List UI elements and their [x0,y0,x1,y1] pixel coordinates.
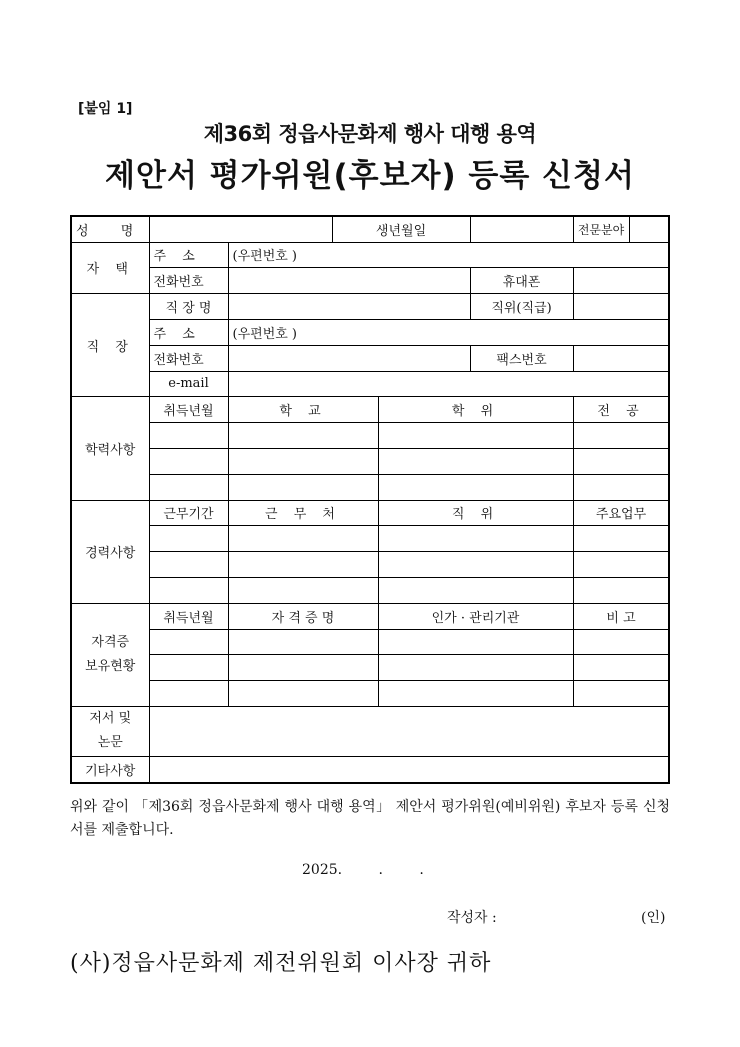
submission-date: 2025. . . [302,862,424,878]
education-cell[interactable] [149,448,228,474]
attachment-label: [붙임 1] [78,101,133,117]
work-phone-field[interactable] [228,345,470,371]
career-cell[interactable] [228,526,378,552]
name-field[interactable] [149,216,332,242]
home-label: 자 택 [71,242,149,294]
other-label: 기타사항 [71,756,149,782]
certificate-cell[interactable] [149,681,228,707]
education-col-degree: 학 위 [378,397,573,423]
recipient-line: (사)정읍사문화제 제전위원회 이사장 귀하 [70,951,492,976]
certificate-col-remarks: 비 고 [573,603,669,629]
position-label: 직위(직급) [470,294,573,320]
certificate-cell[interactable] [573,681,669,707]
career-cell[interactable] [149,552,228,578]
education-cell[interactable] [378,423,573,449]
certificate-label-line2: 보유현황 [85,658,136,674]
mobile-label: 휴대폰 [470,268,573,294]
education-cell[interactable] [378,474,573,500]
education-col-school: 학 교 [228,397,378,423]
certificate-cell[interactable] [378,681,573,707]
home-phone-field[interactable] [228,268,470,294]
email-label: e-mail [149,371,228,397]
work-label: 직 장 [71,294,149,397]
work-phone-label: 전화번호 [149,345,228,371]
career-cell[interactable] [149,526,228,552]
career-cell[interactable] [573,552,669,578]
application-form-table [70,215,670,784]
certificate-cell[interactable] [378,629,573,655]
document-subtitle: 제36회 정읍사문화제 행사 대행 용역 [203,122,537,146]
education-cell[interactable] [149,423,228,449]
career-cell[interactable] [228,577,378,603]
publications-label-line2: 논문 [97,735,123,751]
birth-field[interactable] [470,216,573,242]
home-address-label: 주 소 [149,242,228,268]
education-cell[interactable] [228,423,378,449]
home-phone-label: 전화번호 [149,268,228,294]
career-cell[interactable] [378,526,573,552]
fax-label: 팩스번호 [470,345,573,371]
certificate-cell[interactable] [228,655,378,681]
career-cell[interactable] [573,577,669,603]
education-cell[interactable] [228,448,378,474]
certificate-col-authority: 인가 · 관리기관 [378,603,573,629]
career-label: 경력사항 [71,500,149,603]
mobile-field[interactable] [573,268,669,294]
career-col-duties: 주요업무 [573,500,669,526]
education-col-date: 취득년월 [149,397,228,423]
publications-field[interactable] [149,706,669,756]
career-cell[interactable] [378,552,573,578]
education-cell[interactable] [149,474,228,500]
name-label: 성 명 [71,216,149,242]
education-cell[interactable] [573,423,669,449]
career-col-period: 근무기간 [149,500,228,526]
field-input[interactable] [629,216,669,242]
career-col-workplace: 근 무 처 [228,500,378,526]
education-cell[interactable] [378,448,573,474]
position-field[interactable] [573,294,669,320]
certificate-col-name: 자 격 증 명 [228,603,378,629]
fax-field[interactable] [573,345,669,371]
certificate-label-line1: 자격증 [91,634,130,650]
certificate-cell[interactable] [573,629,669,655]
declaration-text: 위와 같이 「제36회 정읍사문화제 행사 대행 용역」 제안서 평가위원(예비위원) 후보자 등록 신청서를 제출합니다. [70,799,670,838]
workplace-label: 직 장 명 [149,294,228,320]
certificate-col-date: 취득년월 [149,603,228,629]
certificate-cell[interactable] [378,655,573,681]
birth-label: 생년월일 [332,216,470,242]
certificate-cell[interactable] [573,655,669,681]
education-cell[interactable] [573,474,669,500]
certificate-cell[interactable] [228,629,378,655]
education-cell[interactable] [228,474,378,500]
document-title: 제안서 평가위원(후보자) 등록 신청서 [105,158,635,194]
certificate-label [71,603,149,706]
home-address-field[interactable]: (우편번호 ) [228,242,669,268]
career-cell[interactable] [378,577,573,603]
certificate-cell[interactable] [149,655,228,681]
certificate-cell[interactable] [228,681,378,707]
workplace-field[interactable] [228,294,470,320]
education-cell[interactable] [573,448,669,474]
career-cell[interactable] [573,526,669,552]
author-label: 작성자 : [447,910,497,926]
publications-label [71,706,149,756]
field-label: 전문분야 [573,216,629,242]
work-address-field[interactable]: (우편번호 ) [228,319,669,345]
education-col-major: 전 공 [573,397,669,423]
career-col-position: 직 위 [378,500,573,526]
email-field[interactable] [228,371,669,397]
seal-mark: (인) [641,910,666,926]
certificate-cell[interactable] [149,629,228,655]
other-field[interactable] [149,756,669,782]
work-address-label: 주 소 [149,319,228,345]
career-cell[interactable] [228,552,378,578]
education-label: 학력사항 [71,397,149,500]
publications-label-line1: 저서 및 [89,711,132,727]
career-cell[interactable] [149,577,228,603]
